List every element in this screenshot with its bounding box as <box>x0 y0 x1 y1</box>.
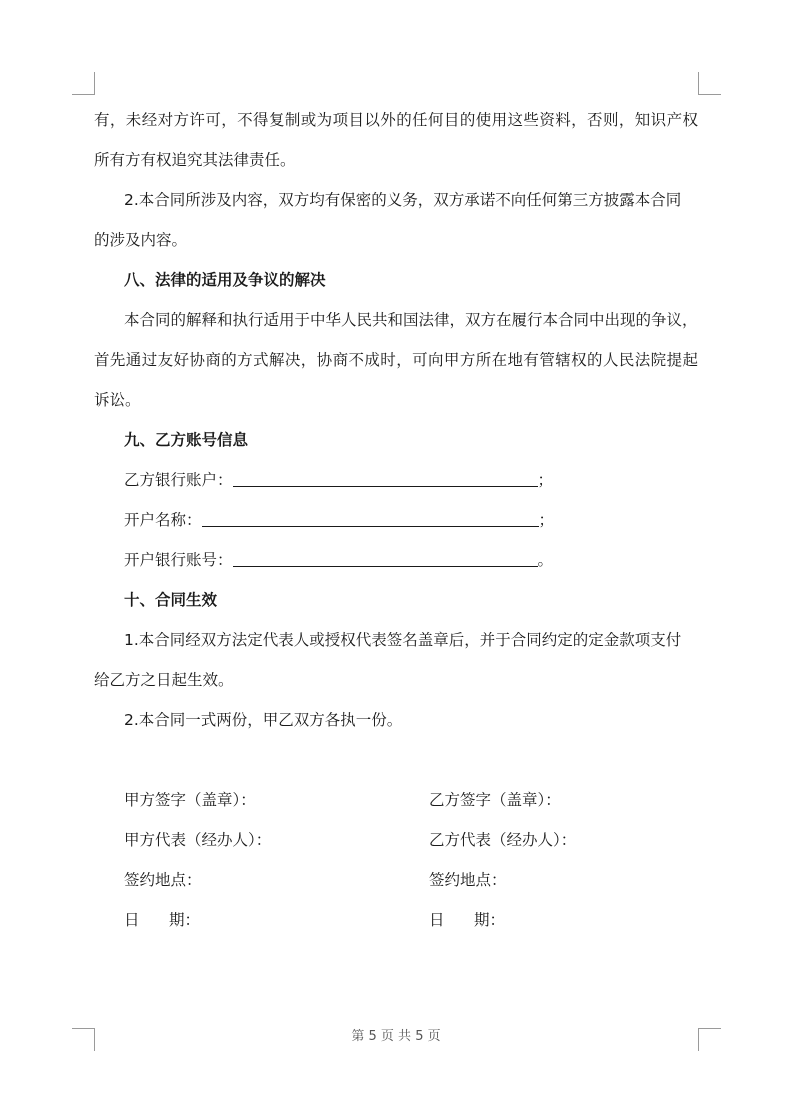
crop-mark-top-left <box>72 72 95 95</box>
page-number-footer: 第 5 页 共 5 页 <box>351 1029 441 1044</box>
section-8-line-1: 本合同的解释和执行适用于中华人民共和国法律，双方在履行本合同中出现的争议， <box>124 311 698 329</box>
paragraph-confidential-line-1: 2.本合同所涉及内容，双方均有保密的义务，双方承诺不向任何第三方披露本合同 <box>124 191 682 209</box>
account-name-end: ； <box>538 511 555 529</box>
party-b-representative-label: 乙方代表（经办人）： <box>429 831 577 849</box>
party-b-signature-label: 乙方签字（盖章）： <box>429 791 561 809</box>
section-8-line-2: 首先通过友好协商的方式解决，协商不成时，可向甲方所在地有管辖权的人民法院提起 <box>94 351 698 369</box>
bank-account-label: 乙方银行账户： <box>124 471 233 489</box>
party-a-signature-label: 甲方签字（盖章）： <box>124 791 256 809</box>
bank-number-row <box>124 550 728 570</box>
bank-number-label: 开户银行账号： <box>124 551 233 569</box>
section-10-item-2: 2.本合同一式两份，甲乙双方各执一份。 <box>124 711 403 729</box>
bank-account-blank[interactable] <box>233 472 538 487</box>
paragraph-ip-line-1: 有，未经对方许可，不得复制或为项目以外的任何目的使用这些资料，否则，知识产权 <box>94 111 698 129</box>
section-10-item-1-line-2: 给乙方之日起生效。 <box>94 671 234 689</box>
party-a-place-label: 签约地点： <box>124 871 202 889</box>
party-a-representative-label: 甲方代表（经办人）： <box>124 831 272 849</box>
bank-account-end: ； <box>537 471 554 489</box>
paragraph-confidential-line-2: 的涉及内容。 <box>94 231 188 249</box>
account-name-row <box>124 510 728 530</box>
section-9-heading: 九、乙方账号信息 <box>124 431 249 449</box>
paragraph-ip-line-2: 所有方有权追究其法律责任。 <box>94 151 296 169</box>
party-a-date-label: 日 期： <box>124 911 201 929</box>
section-10-heading: 十、合同生效 <box>124 591 218 609</box>
section-8-line-3: 诉讼。 <box>94 391 141 409</box>
section-8-heading: 八、法律的适用及争议的解决 <box>124 271 326 289</box>
crop-mark-top-right <box>698 72 721 95</box>
account-name-label: 开户名称： <box>124 511 202 529</box>
bank-number-blank[interactable] <box>233 552 538 567</box>
account-name-blank[interactable] <box>202 512 539 527</box>
section-10-item-1-line-1: 1.本合同经双方法定代表人或授权代表签名盖章后，并于合同约定的定金款项支付 <box>124 631 682 649</box>
party-b-date-label: 日 期： <box>429 911 506 929</box>
bank-number-end: 。 <box>537 551 554 569</box>
party-b-place-label: 签约地点： <box>429 871 507 889</box>
bank-account-row <box>124 470 728 490</box>
